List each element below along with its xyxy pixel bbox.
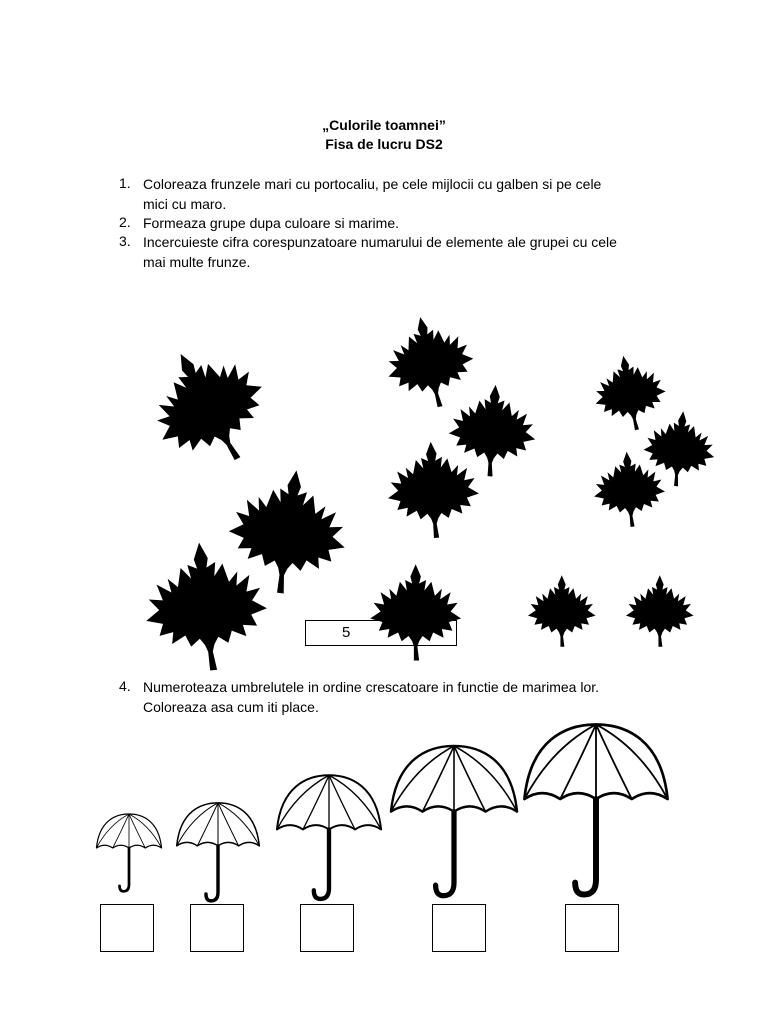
umbrella-icon [175,800,261,902]
umbrella-icon [388,742,520,897]
maple-leaf-icon [487,535,565,613]
umbrella-icon [95,812,163,892]
instruction-1 [143,175,601,214]
instruction-3-line2: mai multe frunze. [143,253,251,270]
instruction-4 [143,678,599,717]
answer-option-3[interactable]: 3 [412,624,421,641]
umbrella-answer-box-5[interactable] [565,904,619,952]
instruction-1-line2: mici cu maro. [143,195,227,212]
worksheet-title: „Culorile toamnei” [322,117,446,133]
instruction-2: Formeaza grupe dupa culoare si marime. [143,215,400,231]
umbrella-answer-box-2[interactable] [190,904,244,952]
umbrella-icon [274,772,384,900]
instruction-number-1: 1. [119,175,131,191]
maple-leaf-icon [330,390,435,495]
umbrella-icon [520,720,672,896]
instruction-3-line1: Incercuieste cifra corespunzatoare numarului de elemente ale grupei cu cele [143,234,617,250]
answer-option-5[interactable]: 5 [342,624,351,641]
maple-leaf-icon [315,510,420,615]
answer-number-box [305,620,457,646]
instruction-3 [143,233,617,272]
maple-leaf-icon [65,477,205,617]
instruction-number-2: 2. [119,214,131,230]
maple-leaf-icon [548,412,630,494]
instruction-1-line1: Coloreaza frunzele mari cu portocaliu, pe cele mijlocii cu galben si pe cele [143,176,602,192]
umbrella-answer-box-4[interactable] [432,904,486,952]
instruction-number-3: 3. [119,233,131,249]
instruction-4-line1: Numeroteaza umbrelutele in ordine crescatoare in functie de marimea lor. [143,679,600,695]
maple-leaf-icon [585,535,663,613]
instruction-number-4: 4. [119,678,131,694]
worksheet-subtitle: Fisa de lucru DS2 [325,136,443,152]
umbrella-answer-box-1[interactable] [100,904,154,952]
instruction-4-line2: Coloreaza asa cum iti place. [143,698,319,715]
umbrella-answer-box-3[interactable] [300,904,354,952]
